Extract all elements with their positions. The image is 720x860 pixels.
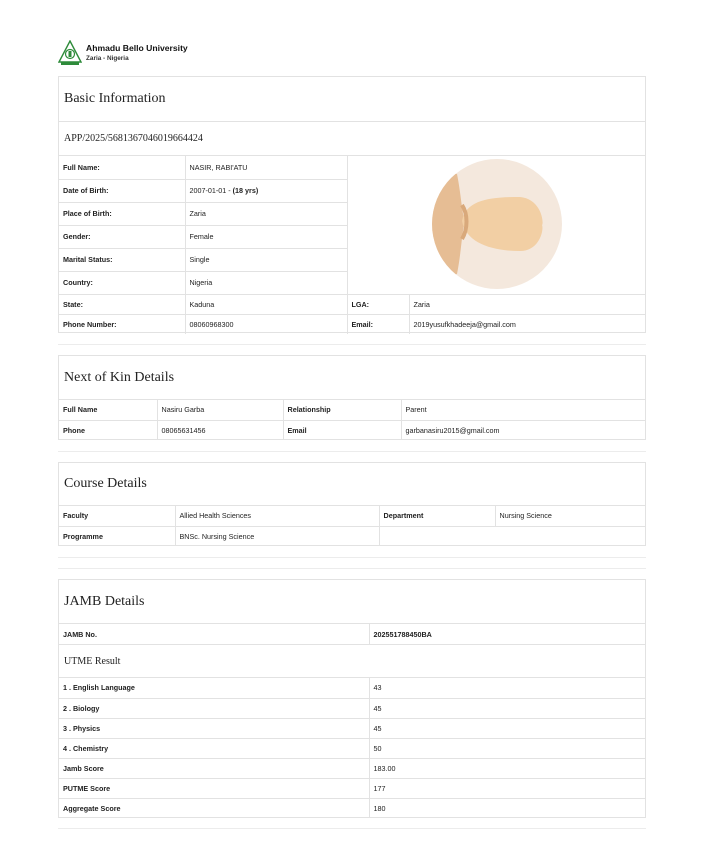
jamb-no-value: 202551788450BA xyxy=(369,624,645,644)
result-label: 3 . Physics xyxy=(59,718,369,738)
faculty-value: Allied Health Sciences xyxy=(175,506,379,526)
university-header xyxy=(58,40,188,66)
divider xyxy=(58,828,646,829)
field-label: Gender: xyxy=(59,225,185,248)
relationship-label: Relationship xyxy=(283,400,401,420)
lga-value: Zaria xyxy=(409,294,645,314)
empty-cell xyxy=(379,526,645,546)
country-value: Nigeria xyxy=(185,271,347,294)
course-table xyxy=(59,506,645,546)
basic-information-card xyxy=(58,76,646,333)
place-of-birth-value: Zaria xyxy=(185,202,347,225)
programme-value: BNSc. Nursing Science xyxy=(175,526,379,546)
date-of-birth-value xyxy=(185,179,347,202)
divider xyxy=(58,344,646,345)
kin-phone: 08065631456 xyxy=(157,420,283,440)
application-number: APP/2025/5681367046019664424 xyxy=(59,122,645,156)
result-label: 2 . Biology xyxy=(59,698,369,718)
phone-label: Phone Number: xyxy=(59,314,185,334)
phone-label: Phone xyxy=(59,420,157,440)
kin-email: garbanasiru2015@gmail.com xyxy=(401,420,645,440)
email-label: Email xyxy=(283,420,401,440)
faculty-label: Faculty xyxy=(59,506,175,526)
section-title: Course Details xyxy=(59,463,645,506)
university-name: Ahmadu Bello University xyxy=(86,43,188,53)
programme-label: Programme xyxy=(59,526,175,546)
email-value: 2019yusufkhadeeja@gmail.com xyxy=(409,314,645,334)
kin-full-name: Nasiru Garba xyxy=(157,400,283,420)
result-label: 4 . Chemistry xyxy=(59,738,369,758)
department-label: Department xyxy=(379,506,495,526)
utme-result-table xyxy=(59,678,645,818)
result-value: 180 xyxy=(369,798,645,818)
result-value: 50 xyxy=(369,738,645,758)
jamb-number-table xyxy=(59,624,645,644)
next-of-kin-table xyxy=(59,400,645,440)
field-label: Place of Birth: xyxy=(59,202,185,225)
marital-status-value: Single xyxy=(185,248,347,271)
field-label: Date of Birth: xyxy=(59,179,185,202)
email-label: Email: xyxy=(347,314,409,334)
department-value: Nursing Science xyxy=(495,506,645,526)
result-value: 177 xyxy=(369,778,645,798)
section-title: JAMB Details xyxy=(59,580,645,624)
gender-value: Female xyxy=(185,225,347,248)
photo-cell xyxy=(347,156,645,294)
next-of-kin-card xyxy=(58,355,646,440)
divider xyxy=(58,557,646,558)
result-label: Aggregate Score xyxy=(59,798,369,818)
field-label: Marital Status: xyxy=(59,248,185,271)
phone-value: 08060968300 xyxy=(185,314,347,334)
university-logo-icon xyxy=(58,40,82,66)
state-label: State: xyxy=(59,294,185,314)
field-label: Country: xyxy=(59,271,185,294)
result-value: 45 xyxy=(369,698,645,718)
basic-info-table xyxy=(59,156,645,334)
section-title: Basic Information xyxy=(59,77,645,122)
divider xyxy=(58,451,646,452)
divider xyxy=(58,568,646,569)
result-value: 43 xyxy=(369,678,645,698)
full-name-label: Full Name xyxy=(59,400,157,420)
lga-label: LGA: xyxy=(347,294,409,314)
utme-result-title: UTME Result xyxy=(59,644,645,678)
avatar xyxy=(432,159,562,289)
result-label: PUTME Score xyxy=(59,778,369,798)
university-location: Zaria - Nigeria xyxy=(86,55,129,62)
course-details-card xyxy=(58,462,646,546)
result-label: 1 . English Language xyxy=(59,678,369,698)
full-name-value: NASIR, RABI'ATU xyxy=(185,156,347,179)
field-label: Full Name: xyxy=(59,156,185,179)
jamb-no-label: JAMB No. xyxy=(59,624,369,644)
result-value: 45 xyxy=(369,718,645,738)
dob-date: 2007-01-01 - xyxy=(189,186,233,195)
kin-relationship: Parent xyxy=(401,400,645,420)
section-title: Next of Kin Details xyxy=(59,356,645,400)
result-label: Jamb Score xyxy=(59,758,369,778)
jamb-details-card xyxy=(58,579,646,818)
state-value: Kaduna xyxy=(185,294,347,314)
dob-age: (18 yrs) xyxy=(232,186,259,195)
result-value: 183.00 xyxy=(369,758,645,778)
